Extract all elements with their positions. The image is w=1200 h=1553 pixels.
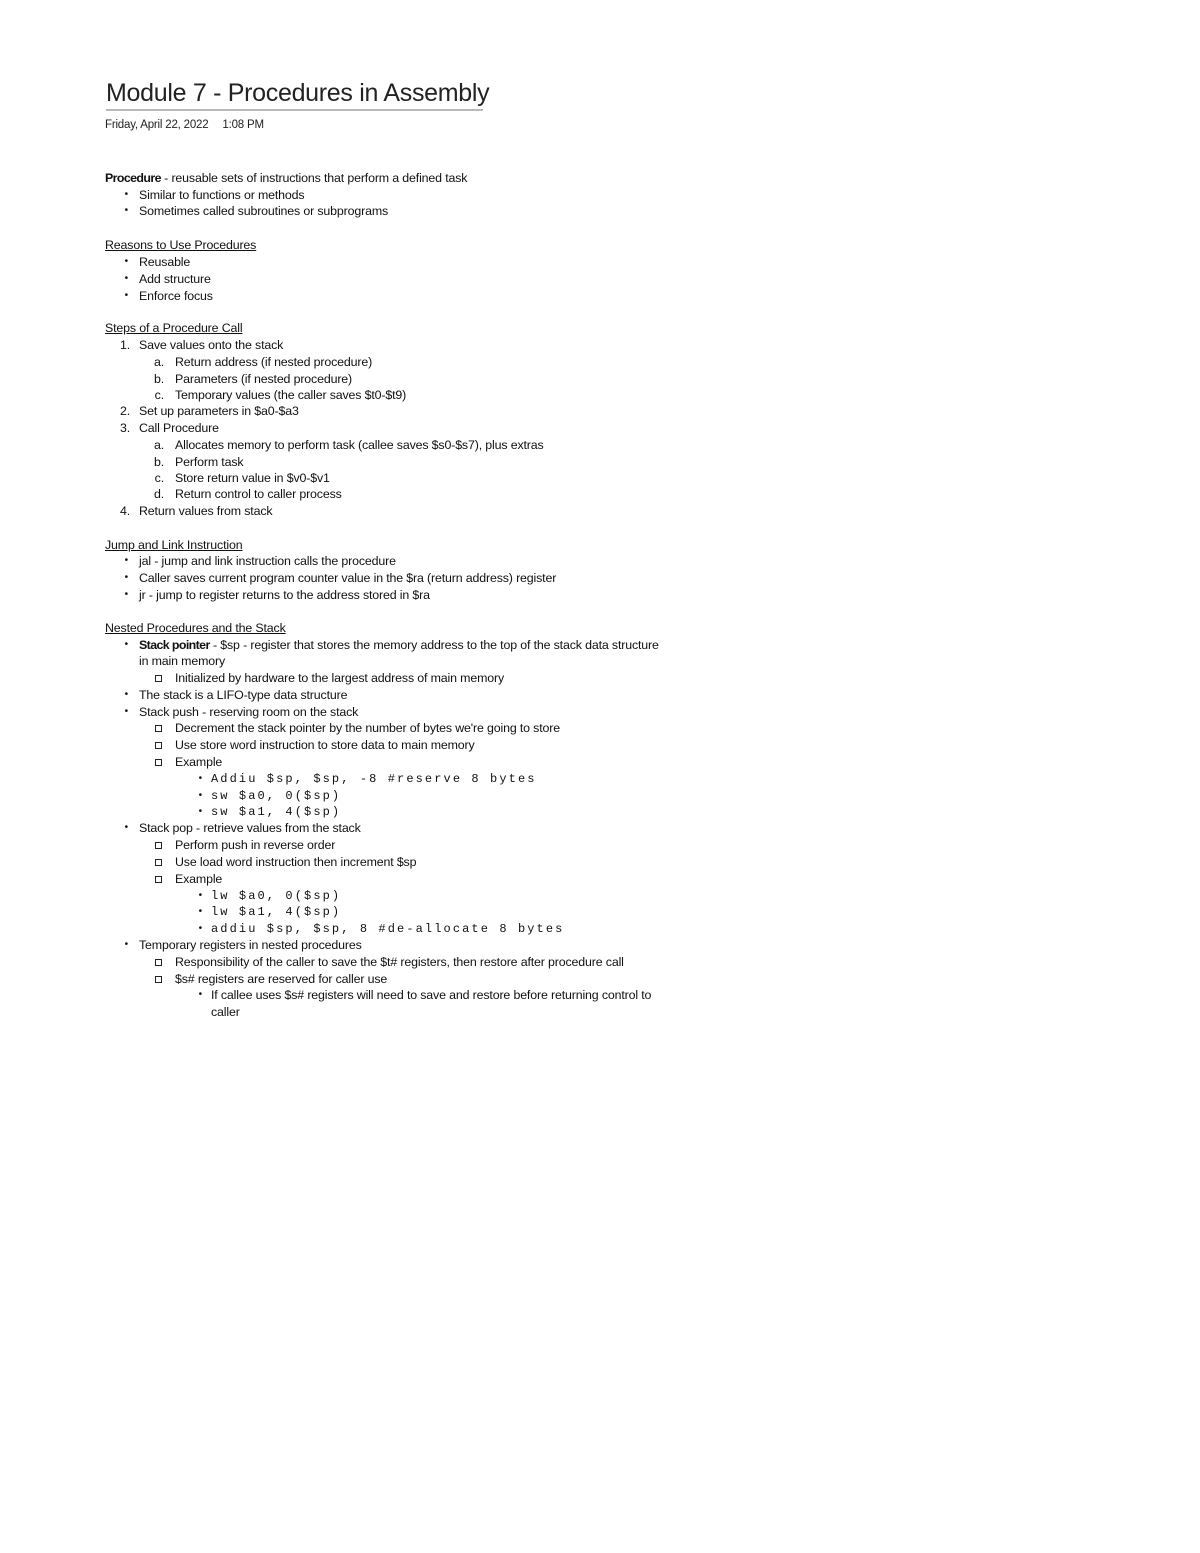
square-bullet-icon [155,754,163,762]
bullet-icon: • [198,923,202,934]
list-number: 1. [119,338,130,352]
bullet-icon: • [124,256,128,267]
list-item-text: Example [175,755,223,769]
bullet-icon: • [124,189,128,200]
list-item-text: Example [175,872,223,886]
list-item-text: Return values from stack [139,504,273,518]
section-heading: Jump and Link Instruction [105,538,243,552]
section-heading: Reasons to Use Procedures [105,238,257,252]
bullet-icon: • [124,689,128,700]
bullet-icon: • [198,790,202,801]
square-bullet-icon [155,720,163,728]
title-block [106,78,489,111]
square-bullet-icon [155,954,163,962]
bullet-icon: • [198,806,202,817]
list-item-text: Return address (if nested procedure) [175,355,373,369]
bullet-icon: • [124,205,128,216]
list-item-text: - $sp - register that stores the memory address to the top of the stack data structure [209,638,659,652]
list-item-text: Reusable [139,255,191,269]
list-letter: b. [153,455,164,469]
list-item-text: Call Procedure [139,421,219,435]
code-text: sw $a0, 0($sp) [211,789,342,803]
list-item-text: Caller saves current program counter value in the $ra (return address) register [139,571,557,585]
bullet-icon: • [124,572,128,583]
list-item-text: Sometimes called subroutines or subprograms [139,204,389,218]
list-item-text: Initialized by hardware to the largest address of main memory [175,671,504,685]
square-bullet-icon [155,854,163,862]
page-title: Module 7 - Procedures in Assembly [106,79,490,107]
section-heading: Nested Procedures and the Stack [105,621,286,635]
list-item-text: jr - jump to register returns to the address stored in $ra [139,588,430,602]
list-letter: c. [154,388,164,402]
stack-pointer-term: Stack pointer [139,638,210,652]
code-text: lw $a1, 4($sp) [211,905,342,919]
procedure-definition-text: - reusable sets of instructions that perform a defined task [160,171,468,185]
list-item-text: Allocates memory to perform task (callee saves $s0-$s7), plus extras [175,438,544,452]
list-letter: c. [154,471,164,485]
list-item-text: If callee uses $s# registers will need to save and restore before returning control to [211,988,652,1002]
square-bullet-icon [155,670,163,678]
procedure-term: Procedure [105,171,161,185]
list-item-text: Set up parameters in $a0-$a3 [139,404,299,418]
list-item-text: Perform push in reverse order [175,838,336,852]
list-item-text: Use store word instruction to store data to main memory [175,738,475,752]
list-item-text: caller [211,1005,240,1019]
list-item-text: $s# registers are reserved for caller use [175,972,388,986]
list-item-text: Temporary values (the caller saves $t0-$t9) [175,388,407,402]
time-text: 1:08 PM [222,119,264,131]
code-text: addiu $sp, $sp, 8 #de-allocate 8 bytes [211,922,565,936]
bullet-icon: • [124,639,128,650]
list-letter: d. [153,487,164,501]
bullet-icon: • [124,290,128,301]
list-item-text: Similar to functions or methods [139,188,305,202]
list-item-text: The stack is a LIFO-type data structure [139,688,348,702]
list-item-text: Enforce focus [139,289,213,303]
list-letter: a. [153,438,164,452]
list-item-text: Perform task [175,455,244,469]
square-bullet-icon [155,737,163,745]
bullet-icon: • [198,906,202,917]
bullet-icon: • [198,890,202,901]
bullet-icon: • [124,939,128,950]
list-item-text: Temporary registers in nested procedures [139,938,362,952]
list-number: 4. [119,504,130,518]
bullet-icon: • [124,555,128,566]
list-item-text: Add structure [139,272,211,286]
list-item-text: in main memory [139,654,226,668]
section-heading: Steps of a Procedure Call [105,321,243,335]
list-item-text: Decrement the stack pointer by the number of bytes we're going to store [175,721,560,735]
bullet-icon: • [198,989,202,1000]
bullet-icon: • [124,273,128,284]
square-bullet-icon [155,971,163,979]
square-bullet-icon [155,871,163,879]
timestamp [105,119,264,131]
code-text: lw $a0, 0($sp) [211,889,342,903]
list-letter: a. [153,355,164,369]
list-item-text: Responsibility of the caller to save the $t# registers, then restore after procedure call [175,955,624,969]
title-underline [106,109,483,111]
list-item-text: Store return value in $v0-$v1 [175,471,330,485]
list-item-text: jal - jump and link instruction calls the procedure [139,554,396,568]
bullet-icon: • [198,773,202,784]
list-item-text: Stack pop - retrieve values from the stack [139,821,361,835]
bullet-icon: • [124,589,128,600]
bullet-icon: • [124,822,128,833]
procedure-definition [105,170,467,186]
list-number: 3. [119,421,130,435]
code-text: Addiu $sp, $sp, -8 #reserve 8 bytes [211,772,537,786]
list-item-text: Parameters (if nested procedure) [175,372,353,386]
list-item-text: Use load word instruction then increment $sp [175,855,417,869]
bullet-icon: • [124,706,128,717]
code-text: sw $a1, 4($sp) [211,805,342,819]
list-item-text: Return control to caller process [175,487,342,501]
list-letter: b. [153,372,164,386]
list-number: 2. [119,404,130,418]
list-item-text: Stack push - reserving room on the stack [139,705,359,719]
square-bullet-icon [155,837,163,845]
list-item-text: Save values onto the stack [139,338,284,352]
date-text: Friday, April 22, 2022 [105,119,209,131]
